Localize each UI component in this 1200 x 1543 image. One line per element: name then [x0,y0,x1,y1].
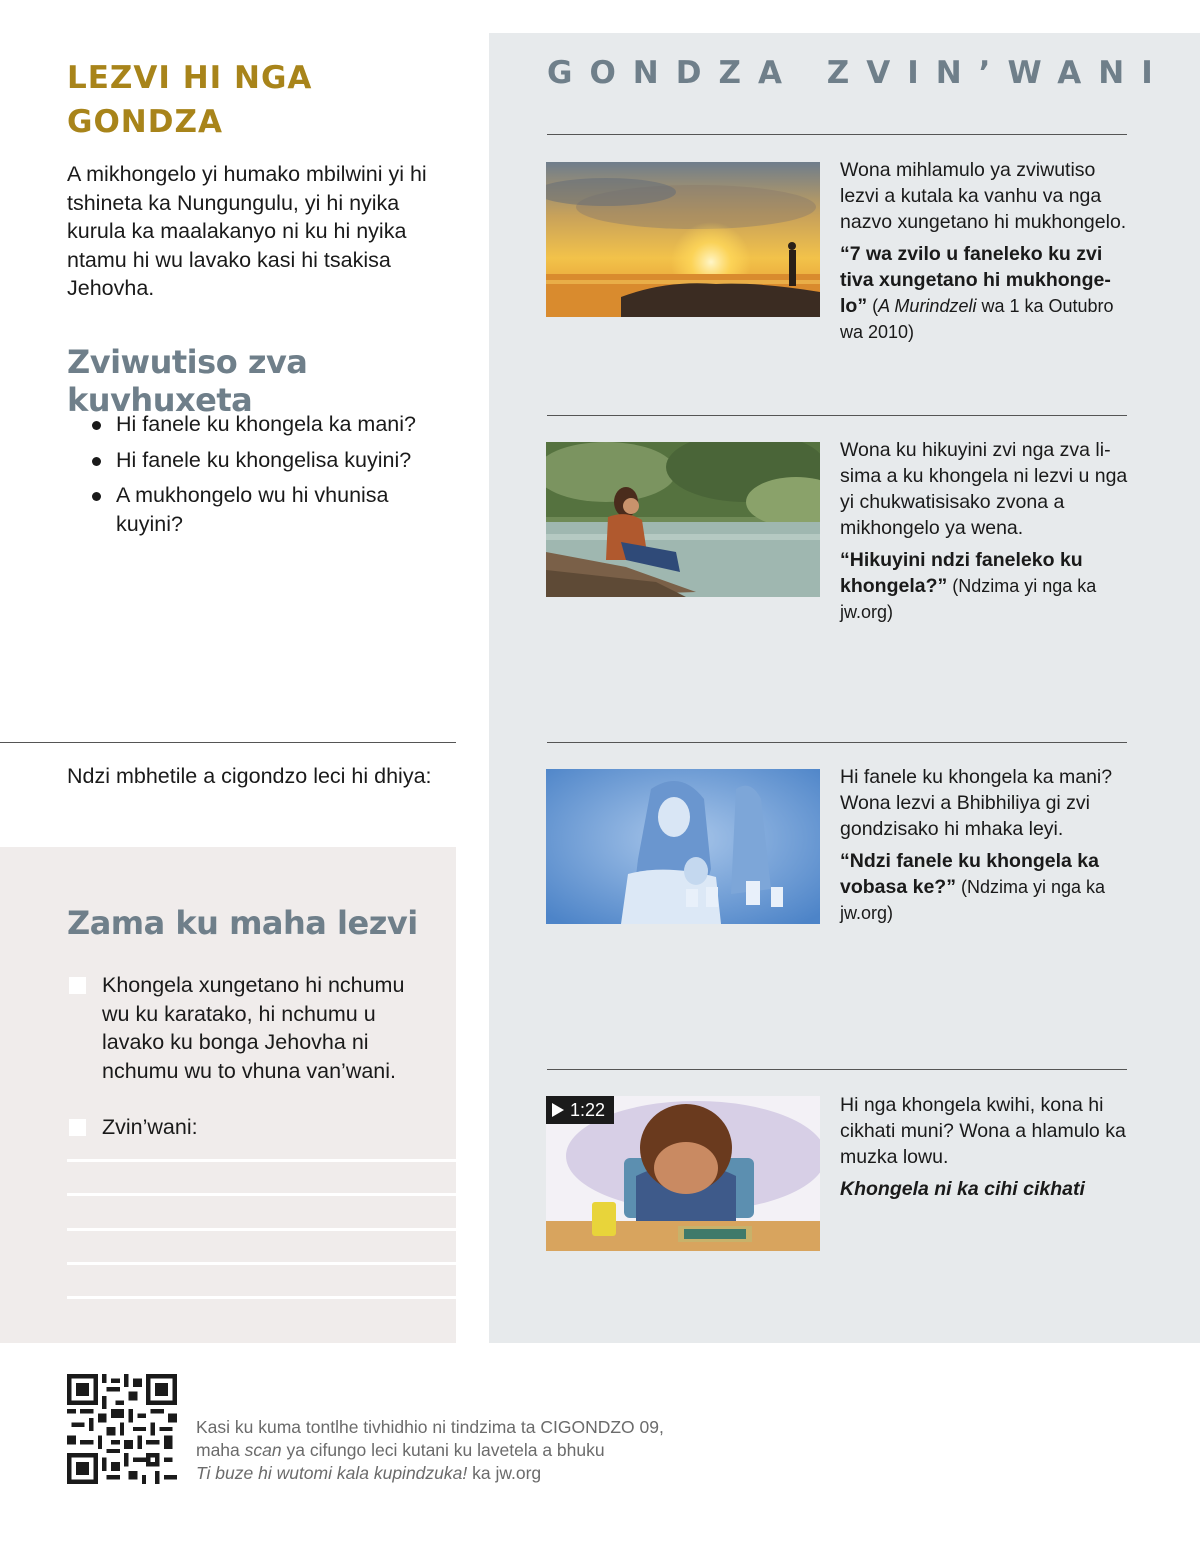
resource-text: Hi nga khongela kwihi, kona hi cikhati muni? Wona a hlamulo ka muzka lowu. [840,1094,1126,1168]
resource-title: “7 wa zvilo u faneleko ku zvi tiva xungetano hi mukhongelo” [840,243,1111,317]
completed-label: Ndzi mbhetile a cigondzo leci hi dhiya: [67,764,432,788]
woman-by-lake-image [546,442,820,597]
resource-title: Khongela ni ka cihi cikhati [840,1178,1085,1200]
checkbox[interactable] [69,1119,86,1136]
try-item-text: Zvin’wani: [102,1115,198,1139]
divider [547,742,1127,743]
writing-line[interactable] [67,1296,456,1299]
question-item [92,410,442,439]
questions-list [92,410,442,545]
resource-text: Wona ku hikuyini zvi nga zva lisima a ku khongela ni lezvi u nga yi chukwatisisako zvona a mikhongelo ya wena. [840,439,1128,539]
try-this-box [0,847,456,1343]
left-column [0,0,456,1343]
footer-line: Kasi ku kuma tontlhe tivhidhio ni tindzima ta CIGONDZO 09, [196,1417,664,1437]
praying-illustration[interactable] [546,769,820,924]
resource-source: ( [867,296,879,316]
section-title-learn: LEZVI HI NGA GONDZA [67,60,313,140]
resource-source: wa 1 ka Outubro wa 2010) [840,296,1114,342]
bullet-icon [92,457,101,466]
video-duration-badge[interactable] [546,1096,614,1124]
writing-line[interactable] [67,1159,456,1162]
footer-text-part: maha [196,1440,245,1460]
woman-praying-image [546,769,820,924]
try-heading: Zama ku maha lezvi [67,904,418,942]
resource-link[interactable] [840,547,1130,625]
resource-text: Hi fanele ku khongela ka mani? Wona lezvi a Bhibhiliya gi zvi gondzisako hi mhaka leyi. [840,766,1113,840]
question-text: Hi fanele ku khongelisa kuyini? [116,447,412,472]
resource-source-publication: A Murindzeli [878,296,977,316]
resource-description [840,764,1130,926]
resource-link[interactable] [840,1176,1130,1202]
resource-source: (Ndzima yi nga ka jw.org) [840,877,1106,923]
bullet-icon [92,492,101,501]
sunset-photo[interactable] [546,162,820,317]
resource-link[interactable] [840,848,1130,926]
resource-description [840,437,1130,625]
footer-line [196,1439,756,1462]
footer-website[interactable]: ka jw.org [467,1463,542,1483]
writing-line[interactable] [67,1228,456,1231]
writing-line[interactable] [67,1262,456,1265]
question-item [92,446,442,475]
divider [547,415,1127,416]
footer-text-part: ya cifungo leci kutani ku lavetela a bhuku [281,1440,605,1460]
divider [0,742,456,743]
learn-more-panel [489,33,1200,1343]
resource-text: Wona mihlamulo ya zviwutiso lezvi a kutala ka vanhu va nga nazvo xungetano hi mukhongelo. [840,159,1127,233]
resource-source: (Ndzima yi nga ka jw.org) [840,576,1097,622]
video-duration: 1:22 [570,1100,606,1120]
resource-description [840,157,1130,345]
video-thumbnail[interactable] [546,1096,820,1251]
checkbox[interactable] [69,977,86,994]
footer-note [196,1416,756,1485]
question-text: Hi fanele ku khongela ka mani? [116,412,416,436]
writing-line[interactable] [67,1193,456,1196]
footer-line [196,1462,756,1485]
try-item-other[interactable] [67,1113,437,1142]
bullet-icon [92,421,101,430]
resource-title: “Hikuyini ndzi faneleko ku khongela?” [840,549,1083,597]
footer-book-title: Ti buze hi wutomi kala kupindzuka! [196,1463,468,1483]
divider [547,1069,1127,1070]
sunset-image [546,162,820,317]
play-icon[interactable] [552,1103,564,1117]
divider [547,134,1127,135]
section-title-learn-more: GONDZA ZVIN’WANI [547,55,1170,91]
resource-title: “Ndzi fanele ku khongela ka vobasa ke?” [840,850,1099,898]
intro-paragraph: A mikhongelo yi humako mbilwini yi hi tshineta ka Nungungulu, yi hi nyika kurula ka maalakanyo ni ku hi nyika ntamu hi wu lavako kasi hi tsakisa Jehovha. [67,162,427,300]
qr-code-icon[interactable] [67,1374,177,1484]
resource-link[interactable] [840,241,1130,345]
lake-photo[interactable] [546,442,820,597]
question-text: A mukhongelo wu hi vhunisa kuyini? [116,483,389,536]
footer-text-italic: scan [244,1440,282,1460]
try-item[interactable] [67,971,437,1085]
resource-description [840,1092,1130,1202]
questions-heading: Zviwutiso zva kuvhuxeta [67,343,308,419]
question-item [92,481,442,538]
try-item-text: Khongela xungetano hi nchumu wu ku karatako, hi nchumu u lavako ku bonga Jehovha ni nchumu wu to vhuna van’wani. [102,973,405,1083]
